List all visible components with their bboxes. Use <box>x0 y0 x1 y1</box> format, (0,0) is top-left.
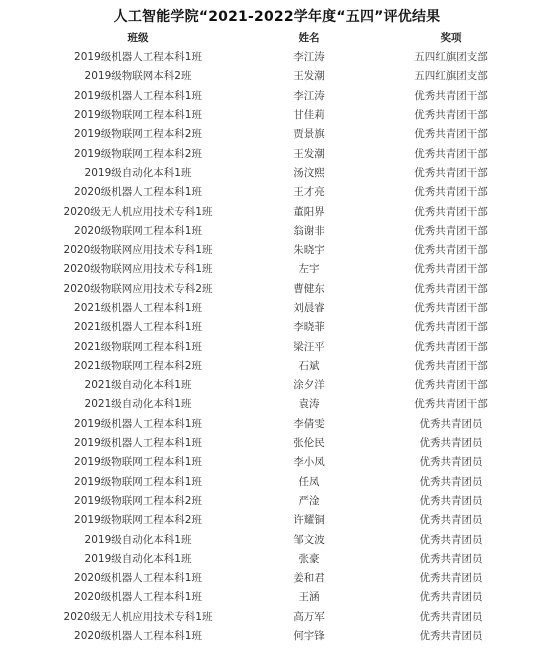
cell-name: 曹健东 <box>293 282 325 295</box>
cell-name: 李江涛 <box>293 51 325 64</box>
table-row <box>30 298 530 317</box>
cell-award: 优秀共青团员 <box>419 591 483 604</box>
table-row <box>30 124 530 143</box>
cell-name: 许耀铜 <box>293 514 325 527</box>
cell-class: 2020级无人机应用技术专科1班 <box>63 205 213 218</box>
cell-name: 王发潮 <box>293 147 325 160</box>
cell-award: 优秀共青团员 <box>419 475 483 488</box>
table-row <box>30 433 530 452</box>
cell-award: 五四红旗团支部 <box>414 70 488 83</box>
cell-award: 优秀共青团干部 <box>414 302 488 314</box>
table-row <box>30 491 530 510</box>
cell-class: 2020级机器人工程本科1班 <box>74 591 202 604</box>
table-row <box>30 510 530 529</box>
cell-award: 优秀共青团干部 <box>414 128 488 141</box>
table-row <box>30 317 530 336</box>
table-row <box>30 336 530 355</box>
cell-class: 2019级机器人工程本科1班 <box>74 51 202 64</box>
table-header-row <box>30 28 530 47</box>
cell-award: 优秀共青团员 <box>419 514 483 527</box>
cell-award: 优秀共青团干部 <box>414 89 488 102</box>
cell-award: 优秀共青团员 <box>419 437 483 450</box>
cell-class: 2019级物联网工程本科2班 <box>74 128 202 141</box>
cell-award: 优秀共青团员 <box>419 417 483 430</box>
table-row <box>30 279 530 298</box>
table-row <box>30 356 530 375</box>
table-row <box>30 143 530 162</box>
cell-name: 董阳界 <box>293 205 325 218</box>
cell-name: 张伦民 <box>293 437 325 450</box>
page-title: 人工智能学院“2021-2022学年度“五四”评优结果 <box>113 9 441 25</box>
cell-class: 2019级物联网工程本科1班 <box>74 456 202 469</box>
header-name: 姓名 <box>298 32 320 44</box>
table-row <box>30 182 530 201</box>
cell-name: 石斌 <box>298 359 320 372</box>
cell-class: 2020级机器人工程本科1班 <box>74 572 202 585</box>
table-row <box>30 259 530 278</box>
table-row <box>30 607 530 626</box>
cell-name: 王发潮 <box>293 70 325 83</box>
table-row <box>30 221 530 240</box>
table-row <box>30 529 530 548</box>
cell-class: 2019级物联网工程本科2班 <box>74 494 202 507</box>
cell-name: 李江涛 <box>293 89 325 102</box>
cell-class: 2019级物联网工程本科2班 <box>74 147 202 160</box>
table-row <box>30 549 530 568</box>
cell-award: 优秀共青团员 <box>419 610 483 623</box>
cell-class: 2019级物联网工程本科1班 <box>74 109 202 122</box>
table-body <box>30 47 530 645</box>
cell-name: 刘晨睿 <box>293 302 325 314</box>
cell-award: 优秀共青团干部 <box>414 224 488 237</box>
cell-name: 李小凤 <box>293 456 325 469</box>
cell-name: 何宇锋 <box>293 630 325 643</box>
cell-class: 2020级物联网应用技术专科1班 <box>63 244 213 257</box>
cell-class: 2020级物联网应用技术专科1班 <box>63 263 213 276</box>
table-row <box>30 105 530 124</box>
cell-name: 王涵 <box>298 591 320 604</box>
cell-name: 严淦 <box>298 494 320 507</box>
cell-award: 优秀共青团干部 <box>414 244 488 257</box>
cell-class: 2021级自动化本科1班 <box>84 379 192 392</box>
cell-name: 姜和君 <box>293 572 325 585</box>
cell-class: 2020级机器人工程本科1班 <box>74 630 202 643</box>
table-row <box>30 240 530 259</box>
cell-name: 邹文波 <box>293 533 325 546</box>
cell-award: 优秀共青团员 <box>419 456 483 469</box>
cell-class: 2021级物联网工程本科1班 <box>74 340 202 353</box>
table-row <box>30 472 530 491</box>
cell-name: 张豪 <box>298 552 320 565</box>
cell-class: 2021级自动化本科1班 <box>84 398 192 411</box>
cell-award: 优秀共青团干部 <box>414 166 488 179</box>
table-row <box>30 86 530 105</box>
cell-name: 甘佳莉 <box>293 109 325 122</box>
cell-name: 朱晓宇 <box>293 244 325 257</box>
cell-award: 优秀共青团干部 <box>414 205 488 218</box>
header-class: 班级 <box>127 32 149 44</box>
award-results-table <box>30 28 530 645</box>
cell-award: 五四红旗团支部 <box>414 51 488 64</box>
cell-name: 汤汶熙 <box>293 166 325 179</box>
cell-name: 左宇 <box>298 263 320 276</box>
cell-award: 优秀共青团员 <box>419 572 483 585</box>
cell-class: 2021级机器人工程本科1班 <box>74 302 202 314</box>
cell-name: 高万军 <box>293 610 325 623</box>
table-row <box>30 626 530 645</box>
cell-class: 2019级机器人工程本科1班 <box>74 437 202 450</box>
table-row <box>30 414 530 433</box>
cell-class: 2021级机器人工程本科1班 <box>74 321 202 334</box>
cell-award: 优秀共青团干部 <box>414 359 488 372</box>
table-row <box>30 568 530 587</box>
table-row <box>30 66 530 85</box>
cell-award: 优秀共青团干部 <box>414 186 488 199</box>
table-row <box>30 47 530 66</box>
cell-award: 优秀共青团干部 <box>414 398 488 411</box>
cell-class: 2020级机器人工程本科1班 <box>74 186 202 199</box>
cell-award: 优秀共青团干部 <box>414 282 488 295</box>
cell-class: 2019级物联网工程本科1班 <box>74 475 202 488</box>
table-row <box>30 394 530 413</box>
table-row <box>30 375 530 394</box>
cell-name: 翁谢非 <box>293 224 325 237</box>
cell-class: 2020级无人机应用技术专科1班 <box>63 610 213 623</box>
cell-class: 2019级自动化本科1班 <box>84 552 192 565</box>
cell-class: 2020级物联网应用技术专科2班 <box>63 282 213 295</box>
table-row <box>30 201 530 220</box>
table-row <box>30 587 530 606</box>
cell-award: 优秀共青团干部 <box>414 379 488 392</box>
cell-award: 优秀共青团干部 <box>414 263 488 276</box>
cell-class: 2019级机器人工程本科1班 <box>74 89 202 102</box>
cell-award: 优秀共青团干部 <box>414 109 488 122</box>
cell-class: 2019级物联网工程本科2班 <box>74 514 202 527</box>
header-award: 奖项 <box>440 32 462 44</box>
table-row <box>30 452 530 471</box>
cell-class: 2019级自动化本科1班 <box>84 166 192 179</box>
cell-award: 优秀共青团员 <box>419 494 483 507</box>
cell-name: 涂夕洋 <box>293 379 325 392</box>
cell-name: 袁涛 <box>298 398 320 411</box>
cell-award: 优秀共青团干部 <box>414 147 488 160</box>
cell-name: 李晓菲 <box>293 321 325 334</box>
cell-award: 优秀共青团员 <box>419 533 483 546</box>
cell-name: 贾景旗 <box>293 128 325 141</box>
cell-name: 任凤 <box>298 475 320 488</box>
cell-award: 优秀共青团干部 <box>414 321 488 334</box>
cell-class: 2019级物联网本科2班 <box>84 70 192 83</box>
cell-name: 李倩雯 <box>293 417 325 430</box>
cell-award: 优秀共青团员 <box>419 552 483 565</box>
cell-class: 2019级机器人工程本科1班 <box>74 417 202 430</box>
cell-award: 优秀共青团员 <box>419 630 483 643</box>
cell-class: 2020级物联网工程本科1班 <box>74 224 202 237</box>
cell-class: 2019级自动化本科1班 <box>84 533 192 546</box>
cell-award: 优秀共青团干部 <box>414 340 488 353</box>
cell-name: 王才亮 <box>293 186 325 199</box>
cell-class: 2021级物联网工程本科2班 <box>74 359 202 372</box>
table-row <box>30 163 530 182</box>
cell-name: 梁汪平 <box>293 340 325 353</box>
